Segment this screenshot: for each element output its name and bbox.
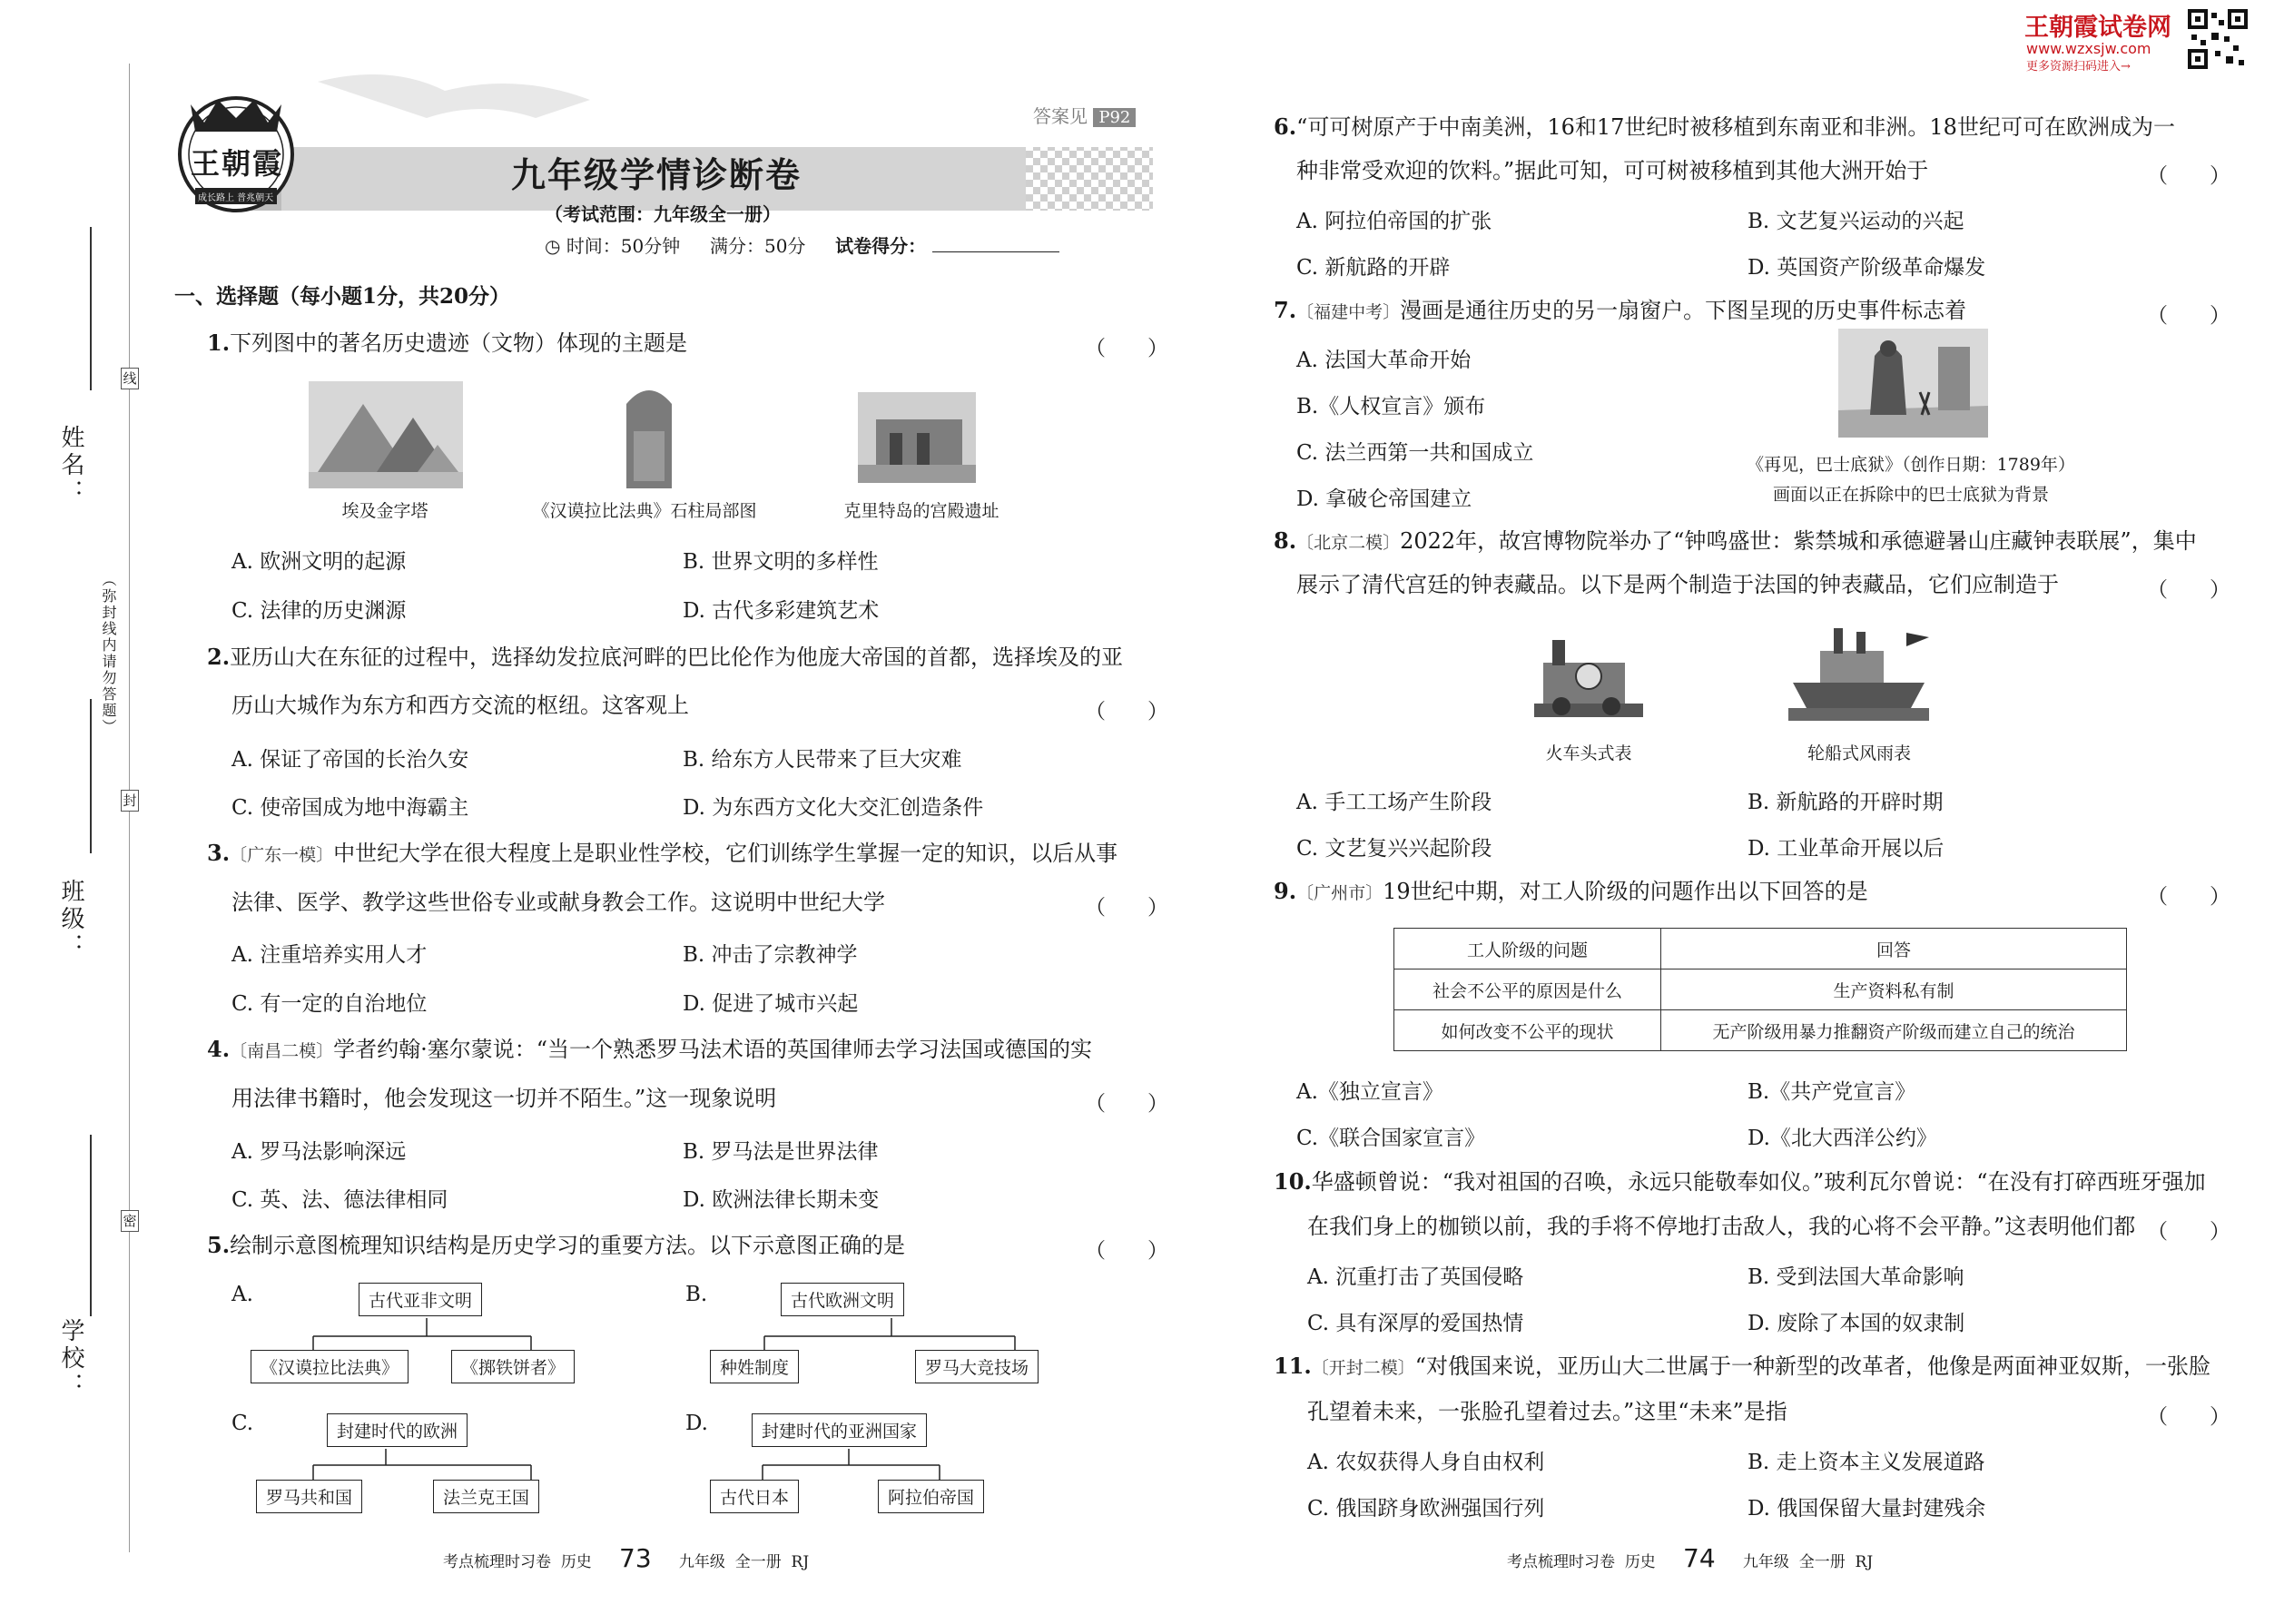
q11-option-c[interactable]: C. 俄国跻身欧洲强国行列 xyxy=(1307,1497,1545,1521)
diagram-b-root: 古代欧洲文明 xyxy=(781,1283,904,1316)
seal-char-mi: 密 xyxy=(121,1210,139,1232)
diagram-b-child-1: 种姓制度 xyxy=(710,1350,799,1383)
q6-option-b[interactable]: B. 文艺复兴运动的兴起 xyxy=(1748,210,1964,233)
q8-option-d[interactable]: D. 工业革命开展以后 xyxy=(1748,837,1944,861)
diagram-d-letter[interactable]: D. xyxy=(685,1412,708,1435)
q9-table-header: 回答 xyxy=(1661,929,2127,969)
question-3-line2: 法律、医学、教学这些世俗专业或献身教会工作。这说明中世纪大学 xyxy=(231,890,885,915)
diagram-d-child-1: 古代日本 xyxy=(710,1480,799,1513)
diagram-a-child-2: 《掷铁饼者》 xyxy=(451,1350,575,1383)
q4-option-d[interactable]: D. 欧洲法律长期未变 xyxy=(683,1188,880,1212)
answer-ref-page: P92 xyxy=(1093,108,1136,127)
q3-option-d[interactable]: D. 促进了城市兴起 xyxy=(683,992,859,1016)
q1-option-a[interactable]: A. 欧洲文明的起源 xyxy=(231,550,407,574)
q10-option-a[interactable]: A. 沉重打击了英国侵略 xyxy=(1307,1265,1524,1289)
q7-caption-2: 画面以正在拆除中的巴士底狱为背景 xyxy=(1772,485,2049,505)
answer-paren-10[interactable]: （ ） xyxy=(2147,1220,2230,1244)
question-5: 5.绘制示意图梳理知识结构是历史学习的重要方法。以下示意图正确的是 xyxy=(207,1232,906,1258)
q1-option-b[interactable]: B. 世界文明的多样性 xyxy=(683,550,879,574)
q7-option-d[interactable]: D. 拿破仑帝国建立 xyxy=(1296,487,1472,511)
class-label: 班级： xyxy=(57,879,84,960)
locomotive-clock-image xyxy=(1525,626,1652,726)
q7-option-b[interactable]: B.《人权宣言》颁布 xyxy=(1296,395,1486,418)
q9-option-c[interactable]: C.《联合国家宣言》 xyxy=(1296,1127,1486,1150)
clock-icon: ◷ xyxy=(545,235,561,257)
caption-pyramids: 埃及金字塔 xyxy=(341,501,428,521)
q10-option-c[interactable]: C. 具有深厚的爱国热情 xyxy=(1307,1312,1524,1335)
question-10-line2: 在我们身上的枷锁以前，我的手将不停地打击敌人，我的心将不会平静。”这表明他们都 xyxy=(1307,1214,2136,1239)
site-name: 王朝霞试卷网 xyxy=(2024,14,2171,42)
q2-option-b[interactable]: B. 给东方人民带来了巨大灾难 xyxy=(683,748,962,772)
q9-table-cell: 社会不公平的原因是什么 xyxy=(1394,969,1661,1010)
q1-option-d[interactable]: D. 古代多彩建筑艺术 xyxy=(683,599,880,623)
question-9: 9.〔广州市〕19世纪中期，对工人阶级的问题作出以下回答的是 xyxy=(1274,878,1868,904)
q3-option-a[interactable]: A. 注重培养实用人才 xyxy=(231,943,428,967)
q6-option-d[interactable]: D. 英国资产阶级革命爆发 xyxy=(1748,256,1986,280)
caption-locomotive-clock: 火车头式表 xyxy=(1545,743,1632,763)
seal-char-xian: 线 xyxy=(121,368,139,389)
diagram-a-letter[interactable]: A. xyxy=(231,1283,253,1306)
q6-option-a[interactable]: A. 阿拉伯帝国的扩张 xyxy=(1296,210,1492,233)
question-11-line2: 孔望着未来，一张脸孔望着过去。”这里“未来”是指 xyxy=(1307,1399,1787,1424)
answer-paren-3[interactable]: （ ） xyxy=(1085,896,1168,920)
q9-table-cell: 如何改变不公平的现状 xyxy=(1394,1010,1661,1051)
answer-paren-7[interactable]: （ ） xyxy=(2147,304,2230,328)
question-8-line2: 展示了清代宫廷的钟表藏品。以下是两个制造于法国的钟表藏品，它们应制造于 xyxy=(1296,572,2059,597)
diagram-d-root: 封建时代的亚洲国家 xyxy=(752,1413,927,1447)
question-7: 7.〔福建中考〕漫画是通往历史的另一扇窗户。下图呈现的历史事件标志着 xyxy=(1274,297,1967,323)
question-3: 3.〔广东一模〕中世纪大学在很大程度上是职业性学校，它们训练学生掌握一定的知识，以后从事 xyxy=(207,840,1118,866)
answer-paren-11[interactable]: （ ） xyxy=(2147,1405,2230,1429)
answer-paren-6[interactable]: （ ） xyxy=(2147,164,2230,188)
q11-option-b[interactable]: B. 走上资本主义发展道路 xyxy=(1748,1451,1985,1474)
q8-option-c[interactable]: C. 文艺复兴兴起阶段 xyxy=(1296,837,1492,861)
school-label: 学校： xyxy=(57,1318,84,1400)
question-6-line2: 种非常受欢迎的饮料。”据此可知，可可树被移植到其他大洲开始于 xyxy=(1296,158,1929,183)
q4-option-a[interactable]: A. 罗马法影响深远 xyxy=(231,1140,407,1164)
answer-paren-5[interactable]: （ ） xyxy=(1085,1239,1168,1263)
site-slogan: 更多资源扫码进入→ xyxy=(2026,60,2131,74)
exam-full-score: 满分：50分 xyxy=(709,235,806,257)
q9-table-cell: 无产阶级用暴力推翻资产阶级而建立自己的统治 xyxy=(1661,1010,2127,1051)
logo-text: 王朝霞 xyxy=(191,146,284,181)
q10-option-d[interactable]: D. 废除了本国的奴隶制 xyxy=(1748,1312,1965,1335)
question-6: 6.“可可树原产于中南美洲，16和17世纪时被移植到东南亚和非洲。18世纪可可在欧洲成为一 xyxy=(1274,113,2175,140)
answer-paren-1[interactable]: （ ） xyxy=(1085,337,1168,360)
question-11: 11.〔开封二模〕“对俄国来说，亚历山大二世属于一种新型的改革者，他像是两面神亚奴斯，一张脸 xyxy=(1274,1353,2211,1379)
answer-paren-8[interactable]: （ ） xyxy=(2147,578,2230,602)
question-4: 4.〔南昌二模〕学者约翰·塞尔蒙说：“当一个熟悉罗马法术语的英国律师去学习法国或德国的实 xyxy=(207,1036,1092,1062)
q10-option-b[interactable]: B. 受到法国大革命影响 xyxy=(1748,1265,1964,1289)
answer-paren-2[interactable]: （ ） xyxy=(1085,700,1168,723)
diagram-d-child-2: 阿拉伯帝国 xyxy=(878,1480,984,1513)
q4-option-c[interactable]: C. 英、法、德法律相同 xyxy=(231,1188,448,1212)
bastille-cartoon-image xyxy=(1838,329,1988,438)
footer-left: 考点梳理时习卷 历史 73 九年级 全一册 RJ xyxy=(443,1543,810,1573)
q7-option-a[interactable]: A. 法国大革命开始 xyxy=(1296,349,1472,372)
page-number-left: 73 xyxy=(619,1543,652,1573)
section-title: 一、选择题（每小题1分，共20分） xyxy=(174,284,511,309)
q9-table xyxy=(1393,928,2127,1051)
diagram-a-child-1: 《汉谟拉比法典》 xyxy=(251,1350,409,1383)
diagram-c-letter[interactable]: C. xyxy=(231,1412,254,1435)
q2-option-a[interactable]: A. 保证了帝国的长治久安 xyxy=(231,748,469,772)
q9-option-d[interactable]: D.《北大西洋公约》 xyxy=(1748,1127,1937,1150)
diagram-c-root: 封建时代的欧洲 xyxy=(327,1413,468,1447)
q7-option-c[interactable]: C. 法兰西第一共和国成立 xyxy=(1296,441,1534,465)
q2-option-d[interactable]: D. 为东西方文化大交汇创造条件 xyxy=(683,796,984,820)
score-label: 试卷得分： xyxy=(835,235,927,257)
q9-option-a[interactable]: A.《独立宣言》 xyxy=(1296,1080,1443,1104)
answer-ref-label: 答案见 xyxy=(1033,105,1088,127)
diagram-c-child-2: 法兰克王国 xyxy=(433,1480,539,1513)
diagram-a-root: 古代亚非文明 xyxy=(359,1283,482,1316)
question-4-line2: 用法律书籍时，他会发现这一切并不陌生。”这一现象说明 xyxy=(231,1086,777,1111)
q11-option-a[interactable]: A. 农奴获得人身自由权利 xyxy=(1307,1451,1545,1474)
logo-motto: 成长路上 普兆朝天 xyxy=(198,193,274,203)
question-2-line2: 历山大城作为东方和西方交流的枢纽。这客观上 xyxy=(231,693,689,718)
page-number-right: 74 xyxy=(1683,1543,1716,1573)
q3-option-b[interactable]: B. 冲击了宗教神学 xyxy=(683,943,858,967)
qr-code-icon[interactable] xyxy=(2188,9,2248,69)
q8-option-a[interactable]: A. 手工工场产生阶段 xyxy=(1296,791,1492,814)
diagram-c-child-1: 罗马共和国 xyxy=(256,1480,362,1513)
diagram-connectors xyxy=(0,0,1180,1543)
name-label: 姓名： xyxy=(57,425,84,507)
question-2: 2.亚历山大在东征的过程中，选择幼发拉底河畔的巴比伦作为他庞大帝国的首都，选择埃及的亚 xyxy=(207,644,1124,670)
question-1: 1.下列图中的著名历史遗迹（文物）体现的主题是 xyxy=(207,330,688,356)
q1-option-c[interactable]: C. 法律的历史渊源 xyxy=(231,599,407,623)
diagram-b-letter[interactable]: B. xyxy=(685,1283,708,1306)
q6-option-c[interactable]: C. 新航路的开辟 xyxy=(1296,256,1451,280)
exam-time: 时间：50分钟 xyxy=(566,235,681,257)
q3-option-c[interactable]: C. 有一定的自治地位 xyxy=(231,992,428,1016)
exam-scope: （考试范围：九年级全一册） xyxy=(545,203,781,225)
caption-steamship-barometer: 轮船式风雨表 xyxy=(1807,743,1911,763)
site-url[interactable]: www.wzxsjw.com xyxy=(2026,40,2151,57)
seal-char-feng: 封 xyxy=(121,790,139,812)
caption-knossos: 克里特岛的宫殿遗址 xyxy=(843,501,999,521)
caption-hammurabi: 《汉谟拉比法典》石柱局部图 xyxy=(532,501,757,521)
q11-option-d[interactable]: D. 俄国保留大量封建残余 xyxy=(1748,1497,1986,1521)
q8-option-b[interactable]: B. 新航路的开辟时期 xyxy=(1748,791,1944,814)
q9-table-header: 工人阶级的问题 xyxy=(1394,929,1661,969)
diagram-b-child-2: 罗马大竞技场 xyxy=(915,1350,1039,1383)
page-title: 九年级学情诊断卷 xyxy=(511,154,802,195)
q4-option-b[interactable]: B. 罗马法是世界法律 xyxy=(683,1140,879,1164)
q9-option-b[interactable]: B.《共产党宣言》 xyxy=(1748,1080,1916,1104)
footer-right: 考点梳理时习卷 历史 74 九年级 全一册 RJ xyxy=(1507,1543,1874,1573)
question-10: 10.华盛顿曾说：“我对祖国的召唤，永远只能敬奉如仪。”玻利瓦尔曾说：“在没有打碎西班牙强加 xyxy=(1274,1168,2206,1195)
seal-note: （弥封线内请勿答题） xyxy=(100,572,117,735)
answer-paren-4[interactable]: （ ） xyxy=(1085,1092,1168,1116)
steamship-barometer-image xyxy=(1779,619,1938,726)
q2-option-c[interactable]: C. 使帝国成为地中海霸主 xyxy=(231,796,469,820)
question-8: 8.〔北京二模〕2022年，故宫博物院举办了“钟鸣盛世：紫禁城和承德避暑山庄藏钟表联展”，集中 xyxy=(1274,527,2197,554)
answer-paren-9[interactable]: （ ） xyxy=(2147,885,2230,909)
q7-caption-1: 《再见，巴士底狱》（创作日期：1789年） xyxy=(1747,455,2075,475)
q9-table-cell: 生产资料私有制 xyxy=(1661,969,2127,1010)
